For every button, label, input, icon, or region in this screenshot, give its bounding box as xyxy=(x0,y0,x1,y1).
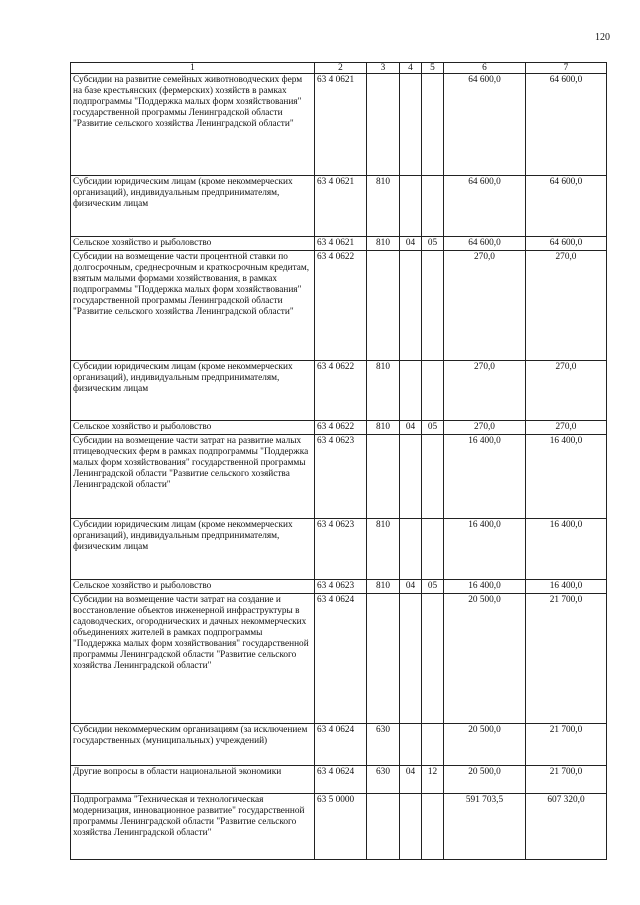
row-name: Сельское хозяйство и рыболовство xyxy=(71,420,315,434)
row-vr xyxy=(367,434,400,518)
row-sum-2: 270,0 xyxy=(526,360,607,420)
row-code: 63 4 0624 xyxy=(315,765,367,793)
header-col-4: 4 xyxy=(400,63,422,74)
row-rz xyxy=(400,74,422,176)
row-rz xyxy=(400,360,422,420)
row-name: Субсидии некоммерческим организациям (за исключением государственных (муниципальных) учреждений) xyxy=(71,723,315,765)
row-code: 63 4 0624 xyxy=(315,593,367,723)
row-sum-2: 21 700,0 xyxy=(526,723,607,765)
table-row xyxy=(71,237,607,251)
table-body xyxy=(71,74,607,860)
table-row xyxy=(71,593,607,723)
row-pr xyxy=(422,793,444,859)
row-sum-2: 64 600,0 xyxy=(526,237,607,251)
row-sum-1: 16 400,0 xyxy=(444,434,526,518)
row-vr: 630 xyxy=(367,765,400,793)
row-name: Субсидии на возмещение части затрат на развитие малых птицеводческих ферм в рамках подпрограммы "Поддержка малых форм хозяйствования" государственной программы Ленинградской области "Развитие сельского хозяйства Ленинградской области" xyxy=(71,434,315,518)
row-code: 63 4 0621 xyxy=(315,74,367,176)
row-sum-1: 64 600,0 xyxy=(444,237,526,251)
row-vr: 630 xyxy=(367,723,400,765)
row-sum-2: 21 700,0 xyxy=(526,765,607,793)
row-code: 63 4 0624 xyxy=(315,723,367,765)
header-row xyxy=(71,63,607,74)
table-row xyxy=(71,765,607,793)
header-col-2: 2 xyxy=(315,63,367,74)
row-name: Субсидии юридическим лицам (кроме некоммерческих организаций), индивидуальным предпринимателям, физическим лицам xyxy=(71,176,315,237)
row-name: Подпрограмма "Техническая и технологическая модернизация, инновационное развитие" государственной программы Ленинградской области "Развитие сельского хозяйства Ленинградской области" xyxy=(71,793,315,859)
row-pr: 12 xyxy=(422,765,444,793)
row-rz: 04 xyxy=(400,237,422,251)
row-sum-2: 21 700,0 xyxy=(526,593,607,723)
row-rz: 04 xyxy=(400,579,422,593)
row-rz xyxy=(400,176,422,237)
row-vr: 810 xyxy=(367,360,400,420)
row-name: Субсидии юридическим лицам (кроме некоммерческих организаций), индивидуальным предпринимателям, физическим лицам xyxy=(71,518,315,579)
row-code: 63 4 0623 xyxy=(315,518,367,579)
row-pr xyxy=(422,360,444,420)
row-sum-2: 16 400,0 xyxy=(526,434,607,518)
row-pr xyxy=(422,74,444,176)
row-sum-1: 64 600,0 xyxy=(444,176,526,237)
table-row xyxy=(71,74,607,176)
row-name: Субсидии на развитие семейных животноводческих ферм на базе крестьянских (фермерских) хозяйств в рамках подпрограммы "Поддержка малых форм хозяйствования" государственной программы Ленинградской области "Развитие сельского хозяйства Ленинградской области" xyxy=(71,74,315,176)
row-pr xyxy=(422,723,444,765)
row-sum-1: 591 703,5 xyxy=(444,793,526,859)
row-vr: 810 xyxy=(367,579,400,593)
row-sum-2: 270,0 xyxy=(526,250,607,360)
row-name: Субсидии юридическим лицам (кроме некоммерческих организаций), индивидуальным предпринимателям, физическим лицам xyxy=(71,360,315,420)
row-sum-2: 16 400,0 xyxy=(526,518,607,579)
row-name: Сельское хозяйство и рыболовство xyxy=(71,237,315,251)
row-sum-1: 270,0 xyxy=(444,360,526,420)
row-vr: 810 xyxy=(367,237,400,251)
row-name: Субсидии на возмещение части процентной ставки по долгосрочным, среднесрочным и краткосрочным кредитам, взятым малыми формами хозяйствования, в рамках подпрограммы "Поддержка малых форм хозяйствования" государственной программы Ленинградской области "Развитие сельского хозяйства Ленинградской области" xyxy=(71,250,315,360)
table-row xyxy=(71,579,607,593)
table-row xyxy=(71,723,607,765)
row-rz: 04 xyxy=(400,765,422,793)
table-row xyxy=(71,360,607,420)
row-code: 63 4 0623 xyxy=(315,434,367,518)
row-pr: 05 xyxy=(422,579,444,593)
row-vr xyxy=(367,593,400,723)
page-number: 120 xyxy=(595,32,610,43)
row-pr: 05 xyxy=(422,420,444,434)
header-col-3: 3 xyxy=(367,63,400,74)
row-sum-1: 270,0 xyxy=(444,250,526,360)
row-rz: 04 xyxy=(400,420,422,434)
header-col-7: 7 xyxy=(526,63,607,74)
row-vr xyxy=(367,74,400,176)
row-rz xyxy=(400,793,422,859)
row-vr xyxy=(367,793,400,859)
row-name: Субсидии на возмещение части затрат на создание и восстановление объектов инженерной инфраструктуры в садоводческих, огороднических и дачных некоммерческих объединениях жителей в рамках подпрограммы "Поддержка малых форм хозяйствования" государственной программы Ленинградской области "Развитие сельского хозяйства Ленинградской области" xyxy=(71,593,315,723)
row-vr: 810 xyxy=(367,176,400,237)
row-vr: 810 xyxy=(367,518,400,579)
header-col-6: 6 xyxy=(444,63,526,74)
table-row xyxy=(71,250,607,360)
row-sum-2: 64 600,0 xyxy=(526,176,607,237)
row-rz xyxy=(400,593,422,723)
table-row xyxy=(71,176,607,237)
table-row xyxy=(71,793,607,859)
row-code: 63 5 0000 xyxy=(315,793,367,859)
row-pr xyxy=(422,434,444,518)
row-sum-1: 20 500,0 xyxy=(444,765,526,793)
table-row xyxy=(71,434,607,518)
row-name: Сельское хозяйство и рыболовство xyxy=(71,579,315,593)
row-sum-1: 16 400,0 xyxy=(444,518,526,579)
row-code: 63 4 0622 xyxy=(315,250,367,360)
row-vr xyxy=(367,250,400,360)
row-sum-2: 16 400,0 xyxy=(526,579,607,593)
row-pr xyxy=(422,176,444,237)
row-code: 63 4 0622 xyxy=(315,420,367,434)
row-sum-1: 270,0 xyxy=(444,420,526,434)
row-sum-1: 20 500,0 xyxy=(444,593,526,723)
row-name: Другие вопросы в области национальной экономики xyxy=(71,765,315,793)
row-sum-2: 64 600,0 xyxy=(526,74,607,176)
row-rz xyxy=(400,518,422,579)
row-rz xyxy=(400,434,422,518)
row-pr xyxy=(422,518,444,579)
row-code: 63 4 0622 xyxy=(315,360,367,420)
row-sum-1: 20 500,0 xyxy=(444,723,526,765)
row-rz xyxy=(400,723,422,765)
row-code: 63 4 0621 xyxy=(315,176,367,237)
table-row xyxy=(71,420,607,434)
header-col-1: 1 xyxy=(71,63,315,74)
row-sum-2: 270,0 xyxy=(526,420,607,434)
row-code: 63 4 0621 xyxy=(315,237,367,251)
budget-table xyxy=(70,62,607,860)
row-sum-1: 16 400,0 xyxy=(444,579,526,593)
row-code: 63 4 0623 xyxy=(315,579,367,593)
row-vr: 810 xyxy=(367,420,400,434)
header-col-5: 5 xyxy=(422,63,444,74)
row-pr xyxy=(422,593,444,723)
row-sum-2: 607 320,0 xyxy=(526,793,607,859)
row-pr xyxy=(422,250,444,360)
table-row xyxy=(71,518,607,579)
row-pr: 05 xyxy=(422,237,444,251)
row-sum-1: 64 600,0 xyxy=(444,74,526,176)
row-rz xyxy=(400,250,422,360)
